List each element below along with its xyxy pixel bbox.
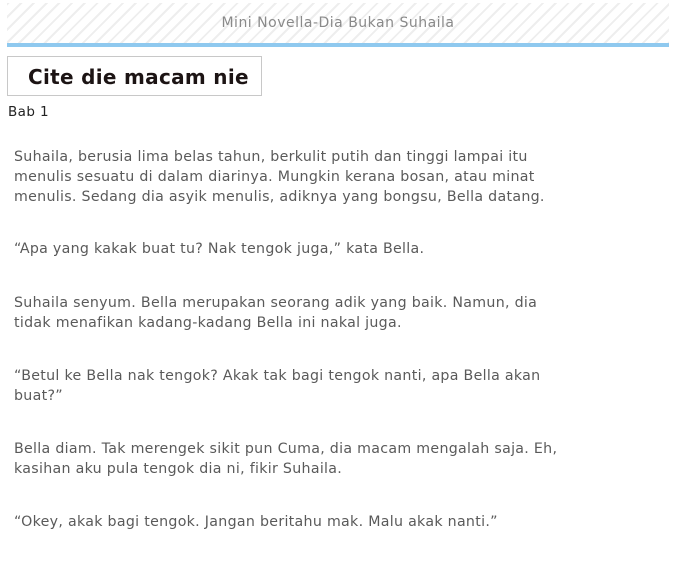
banner-image <box>7 56 262 96</box>
paragraph-line: menulis sesuatu di dalam diarinya. Mungkin kerana bosan, atau minat <box>14 169 535 185</box>
banner-text: Cite die macam nie <box>28 65 249 89</box>
paragraph-line: menulis. Sedang dia asyik menulis, adiknya yang bongsu, Bella datang. <box>14 189 545 205</box>
story-paragraph <box>14 293 537 333</box>
paragraph-line: Bella diam. Tak merengek sikit pun Cuma, dia macam mengalah saja. Eh, <box>14 441 558 457</box>
post-header <box>7 3 669 47</box>
chapter-label: Bab 1 <box>8 104 49 120</box>
story-paragraph <box>14 147 545 207</box>
post-title[interactable]: Mini Novella-Dia Bukan Suhaila <box>221 15 455 31</box>
story-paragraph <box>14 366 540 406</box>
paragraph-line: “Betul ke Bella nak tengok? Akak tak bagi tengok nanti, apa Bella akan <box>14 368 541 384</box>
paragraph-line: “Apa yang kakak buat tu? Nak tengok juga,” kata Bella. <box>14 241 425 257</box>
paragraph-line: Suhaila, berusia lima belas tahun, berkulit putih dan tinggi lampai itu <box>14 149 528 165</box>
story-paragraph <box>14 239 424 259</box>
paragraph-line: Suhaila senyum. Bella merupakan seorang adik yang baik. Namun, dia <box>14 295 538 311</box>
story-paragraph <box>14 439 557 479</box>
paragraph-line: buat?” <box>14 388 63 404</box>
paragraph-line: tidak menafikan kadang-kadang Bella ini nakal juga. <box>14 315 402 331</box>
story-paragraph <box>14 512 498 532</box>
paragraph-line: kasihan aku pula tengok dia ni, fikir Suhaila. <box>14 461 343 477</box>
paragraph-line: “Okey, akak bagi tengok. Jangan beritahu mak. Malu akak nanti.” <box>14 514 498 530</box>
